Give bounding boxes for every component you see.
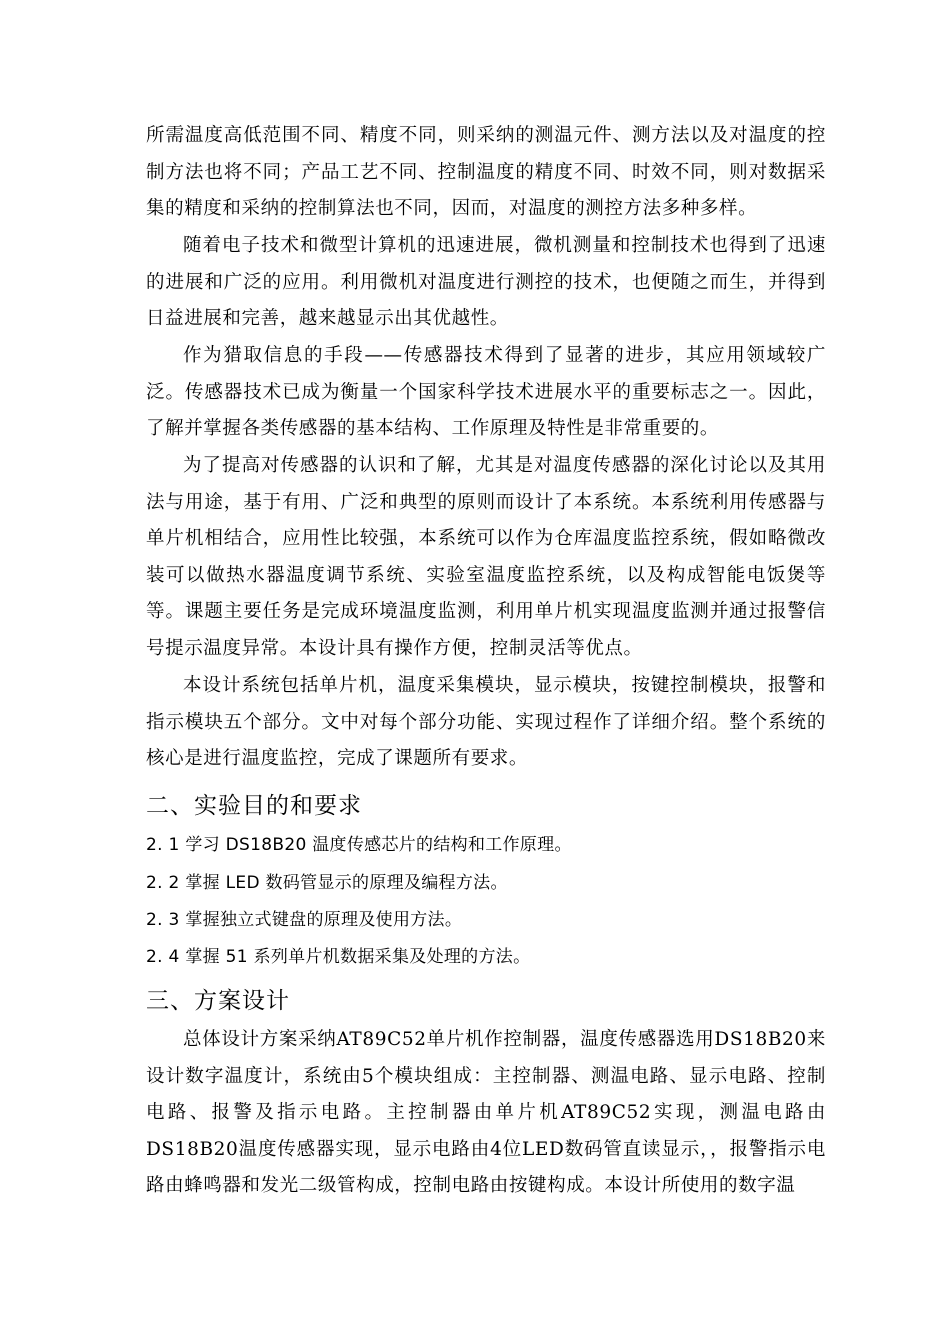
section-heading-design: 三、方案设计 [146, 988, 290, 1014]
paragraph-temperature-range: 所需温度高低范围不同、精度不同，则采纳的测温元件、测方法以及对温度的控制方法也将不同；产品工艺不同、控制温度的精度不同、时效不同，则对数据采集的精度和采纳的控制算法也不同，因而，对温度的测控方法多种多样。 [146, 125, 826, 219]
paragraph-system-purpose: 为了提高对传感器的认识和了解，尤其是对温度传感器的深化讨论以及其用法与用途，基于有用、广泛和典型的原则而设计了本系统。本系统利用传感器与单片机相结合，应用性比较强，本系统可以作为仓库温度监控系统，假如略微改装可以做热水器温度调节系统、实验室温度监控系统，以及构成智能电饭煲等等。课题主要任务是完成环境温度监测，利用单片机实现温度监测并通过报警信号提示温度异常。本设计具有操作方便，控制灵活等优点。 [146, 455, 826, 659]
paragraph-electronics-development: 随着电子技术和微型计算机的迅速进展，微机测量和控制技术也得到了迅速的进展和广泛的应用。利用微机对温度进行测控的技术，也便随之而生，并得到日益进展和完善，越来越显示出其优越性。 [146, 235, 826, 329]
section-heading-objectives: 二、实验目的和要求 [146, 793, 362, 819]
paragraph-design-overview: 总体设计方案采纳AT89C52单片机作控制器，温度传感器选用DS18B20来设计数字温度计，系统由5个模块组成：主控制器、测温电路、显示电路、控制电路、报警及指示电路。主控制器由单片机AT89C52实现，测温电路由DS18B20温度传感器实现，显示电路由4位LED数码管直读显示，，报警指示电路由蜂鸣器和发光二级管构成，控制电路由按键构成。本设计所使用的数字温 [146, 1029, 826, 1196]
paragraph-sensor-technology: 作为猎取信息的手段——传感器技术得到了显著的进步，其应用领域较广泛。传感器技术已成为衡量一个国家科学技术进展水平的重要标志之一。因此，了解并掌握各类传感器的基本结构、工作原理及特性是非常重要的。 [146, 345, 826, 439]
list-item: 2. 4 掌握 51 系列单片机数据采集及处理的方法。 [146, 947, 531, 967]
paragraph-system-modules: 本设计系统包括单片机，温度采集模块，显示模块，按键控制模块，报警和指示模块五个部分。文中对每个部分功能、实现过程作了详细介绍。整个系统的核心是进行温度监控，完成了课题所有要求。 [146, 675, 826, 769]
list-item: 2. 2 掌握 LED 数码管显示的原理及编程方法。 [146, 873, 508, 893]
list-item: 2. 3 掌握独立式键盘的原理及使用方法。 [146, 910, 463, 930]
list-item: 2. 1 学习 DS18B20 温度传感芯片的结构和工作原理。 [146, 835, 572, 855]
